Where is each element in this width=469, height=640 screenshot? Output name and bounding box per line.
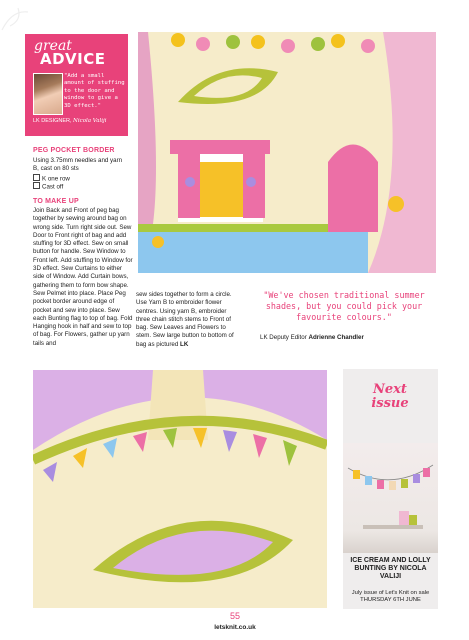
make-up-col2 bbox=[136, 291, 236, 349]
knitted-house-photo bbox=[138, 32, 436, 273]
page-number: 55 bbox=[229, 611, 240, 621]
peg-row-1-label: K one row bbox=[42, 175, 70, 183]
next-issue-headline: ICE CREAM AND LOLLY BUNTING BY NICOLA VALIJI bbox=[350, 557, 431, 581]
advice-credit bbox=[33, 118, 107, 124]
designer-photo bbox=[33, 73, 63, 115]
next-issue-title-line1: Next bbox=[373, 382, 407, 397]
peg-pocket-intro: Using 3.75mm needles and yarn B, cast on 80 sts bbox=[33, 157, 123, 173]
pull-quote-credit bbox=[260, 334, 364, 341]
advice-title: ADVICE bbox=[40, 50, 106, 68]
checkbox-icon bbox=[33, 182, 40, 189]
bunting-preview-photo bbox=[343, 443, 438, 553]
pull-quote-credit-prefix: LK Deputy Editor bbox=[260, 334, 307, 341]
pull-quote: "We've chosen traditional summer shades, but you could pick your favourite colours." bbox=[263, 290, 425, 322]
advice-kicker: great bbox=[34, 38, 72, 54]
next-issue-title-line2: issue bbox=[371, 396, 409, 411]
bunting-closeup-photo bbox=[33, 370, 327, 608]
peg-row-2 bbox=[33, 182, 63, 192]
make-up-col2-text: sew sides together to form a circle. Use Yarn B to embroider flower centres. Using yarn B, embroider three chain stitch stems to Front of bag. Sew Leaves and Flowers to stem. Sew large button to bottom of bag as pictured bbox=[136, 291, 234, 348]
make-up-col1: Join Back and Front of peg bag together by sewing around bag on wrong side. Turn right side out. Sew Door to Front right of bag and add stuffing for 3D effect. Sew on small button for handle. Sew Window to Front left. Add stuffing to Window for 3D effect. Sew Curtains to either side of Window. Add Curtain bows, gathering them to form bow shape. Sew Pelmet into place. Place Peg pocket border around edge of pocket and sew into place. Sew each Bunting flag to top of bag. Fold Hanging hook in half and sew to top of bag. For Flowers, gather up yarn tails and bbox=[33, 207, 133, 347]
next-issue-subline bbox=[343, 590, 438, 604]
make-up-heading: TO MAKE UP bbox=[33, 198, 79, 205]
next-issue-date: THURSDAY 6TH JUNE bbox=[360, 597, 421, 604]
pull-quote-credit-name: Adrienne Chandler bbox=[308, 334, 364, 341]
peg-pocket-heading: PEG POCKET BORDER bbox=[33, 147, 115, 154]
lk-end-mark: LK bbox=[180, 340, 189, 348]
next-issue-on-sale: July issue of Let's Knit on sale bbox=[351, 590, 430, 596]
site-url[interactable]: letsknit.co.uk bbox=[214, 624, 256, 631]
advice-credit-role: LK DESIGNER, bbox=[33, 118, 72, 124]
checkbox-icon bbox=[33, 174, 40, 181]
next-issue-title bbox=[360, 383, 420, 411]
peg-row-2-label: Cast off bbox=[42, 183, 64, 191]
advice-credit-name: Nicola Valiji bbox=[73, 118, 107, 124]
advice-quote: "Add a small amount of stuffing to the door and window to give a 3D effect." bbox=[64, 73, 125, 109]
